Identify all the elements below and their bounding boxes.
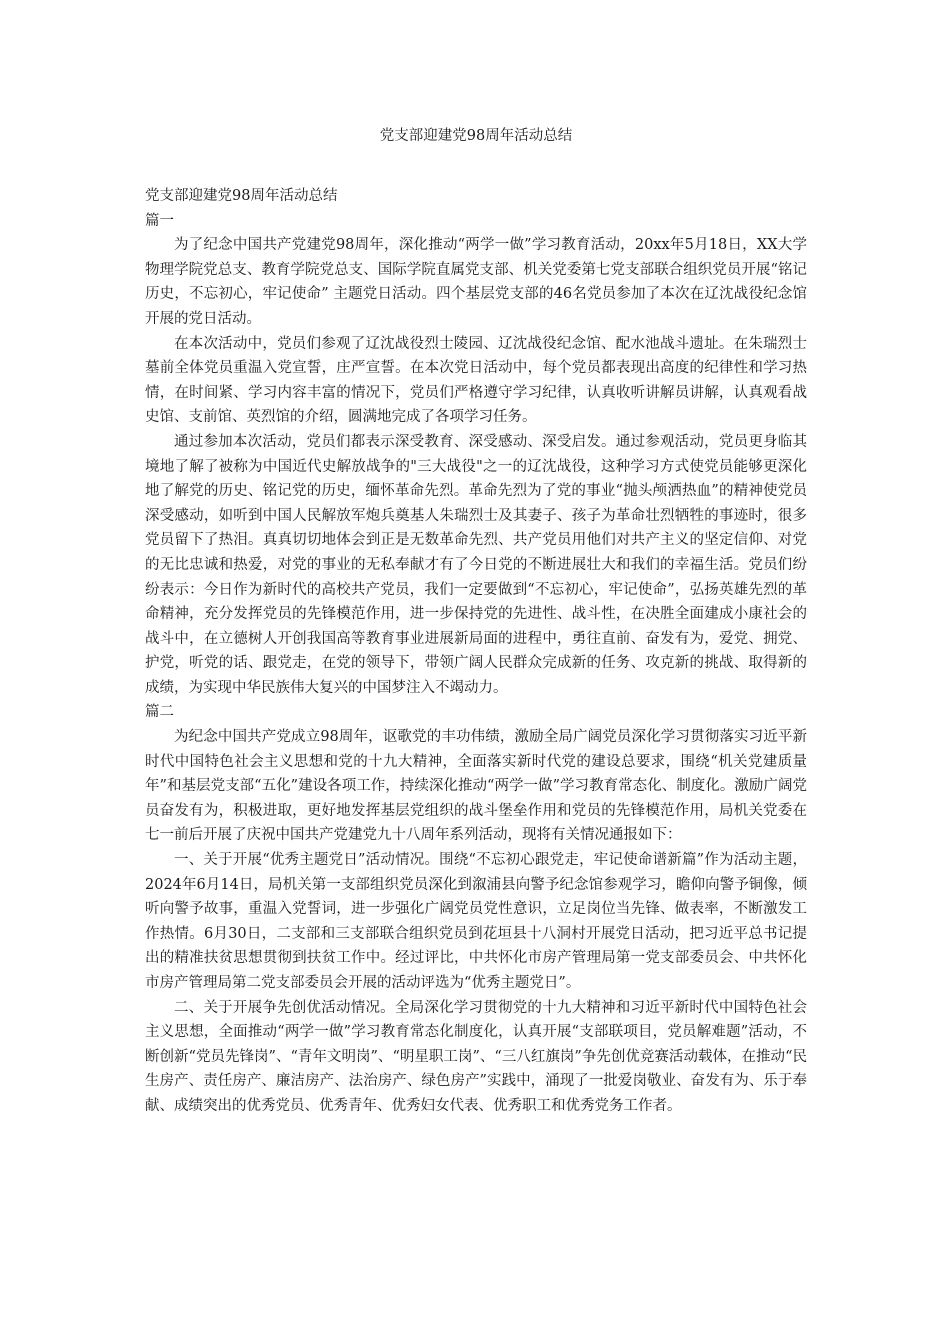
section-label-1: 篇一 [145, 212, 174, 229]
paragraph: 二、关于开展争先创优活动情况。全局深化学习贯彻党的十九大精神和习近平新时代中国特色社会主义思想，全面推动“两学一做”学习教育常态化制度化，认真开展“支部联项目，党员解难题”活动，不断创新“党员先锋岗”、“青年文明岗”、“明星职工岗”、“三八红旗岗”争先创优竞赛活动载体，在推动“民生房产、责任房产、廉洁房产、法治房产、绿色房产”实践中，涌现了一批爱岗敬业、奋发有为、乐于奉献、成绩突出的优秀党员、优秀青年、优秀妇女代表、优秀职工和优秀党务工作者。 [145, 999, 807, 1114]
paragraph: 在本次活动中，党员们参观了辽沈战役烈士陵园、辽沈战役纪念馆、配水池战斗遗址。在朱瑞烈士墓前全体党员重温入党宣誓，庄严宣誓。在本次党日活动中，每个党员都表现出高度的纪律性和学习热情，在时间紧、学习内容丰富的情况下，党员们严格遵守学习纪律，认真收听讲解员讲解，认真观看战史馆、支前馆、英烈馆的介绍，圆满地完成了各项学习任务。 [145, 335, 807, 426]
paragraph: 为了纪念中国共产党建党98周年，深化推动“两学一做”学习教育活动，20xx年5月18日，XX大学物理学院党总支、教育学院党总支、国际学院直属党支部、机关党委第七党支部联合组织党员开展“铭记历史，不忘初心，牢记使命” 主题党日活动。四个基层党支部的46名党员参加了本次在辽沈战役纪念馆开展的党日活动。 [145, 237, 807, 327]
document-subtitle: 党支部迎建党98周年活动总结 [145, 188, 338, 204]
paragraph: 一、关于开展“优秀主题党日”活动情况。围绕“不忘初心跟党走，牢记使命谱新篇”作为活动主题，2024年6月14日，局机关第一支部组织党员深化到溆浦县向警予纪念馆参观学习，瞻仰向警予铜像，倾听向警予故事，重温入党誓词，进一步强化广阔党员党性意识，立足岗位当先锋、做表率，不断激发工作热情。6月30日，二支部和三支部联合组织党员到花垣县十八洞村开展党日活动，把习近平总书记提出的精准扶贫思想贯彻到扶贫工作中。经过评比，中共怀化市房产管理局第一党支部委员会、中共怀化市房产管理局第二党支部委员会开展的活动评选为“优秀主题党日”。 [145, 852, 807, 991]
document-page [145, 124, 807, 1119]
paragraph: 通过参加本次活动，党员们都表示深受教育、深受感动、深受启发。通过参观活动，党员更身临其境地了解了被称为中国近代史解放战争的"三大战役"之一的辽沈战役，这种学习方式使党员能够更深化地了解党的历史、铭记党的历史，缅怀革命先烈。革命先烈为了党的事业“抛头颅洒热血”的精神使党员深受感动，如听到中国人民解放军炮兵奠基人朱瑞烈士及其妻子、孩子为革命壮烈牺牲的事迹时，很多党员留下了热泪。真真切切地体会到正是无数革命先烈、共产党员用他们对共产主义的坚定信仰、对党的无比忠诚和热爱，对党的事业的无私奉献才有了今日党的不断进展壮大和我们的幸福生活。党员们纷纷表示：今日作为新时代的高校共产党员，我们一定要做到“不忘初心，牢记使命”，弘扬英雄先烈的革命精神，充分发挥党员的先锋模范作用，进一步保持党的先进性、战斗性，在决胜全面建成小康社会的战斗中，在立德树人开创我国高等教育事业进展新局面的进程中，勇往直前、奋发有为，爱党、拥党、护党，听党的话、跟党走，在党的领导下，带领广阔人民群众完成新的任务、攻克新的挑战、取得新的成绩，为实现中华民族伟大复兴的中国梦注入不竭动力。 [145, 433, 807, 696]
paragraph: 为纪念中国共产党成立98周年，讴歌党的丰功伟绩，激励全局广阔党员深化学习贯彻落实习近平新时代中国特色社会主义思想和党的十九大精神，全面落实新时代党的建设总要求，围绕“机关党建质量年”和基层党支部“五化”建设各项工作，持续深化推动“两学一做”学习教育常态化、制度化。激励广阔党员奋发有为，积极进取，更好地发挥基层党组织的战斗堡垒作用和党员的先锋模范作用，局机关党委在七一前后开展了庆祝中国共产党建党九十八周年系列活动，现将有关情况通报如下： [145, 729, 807, 844]
document-title: 党支部迎建党98周年活动总结 [379, 128, 573, 144]
section-label-2: 篇二 [145, 704, 174, 721]
